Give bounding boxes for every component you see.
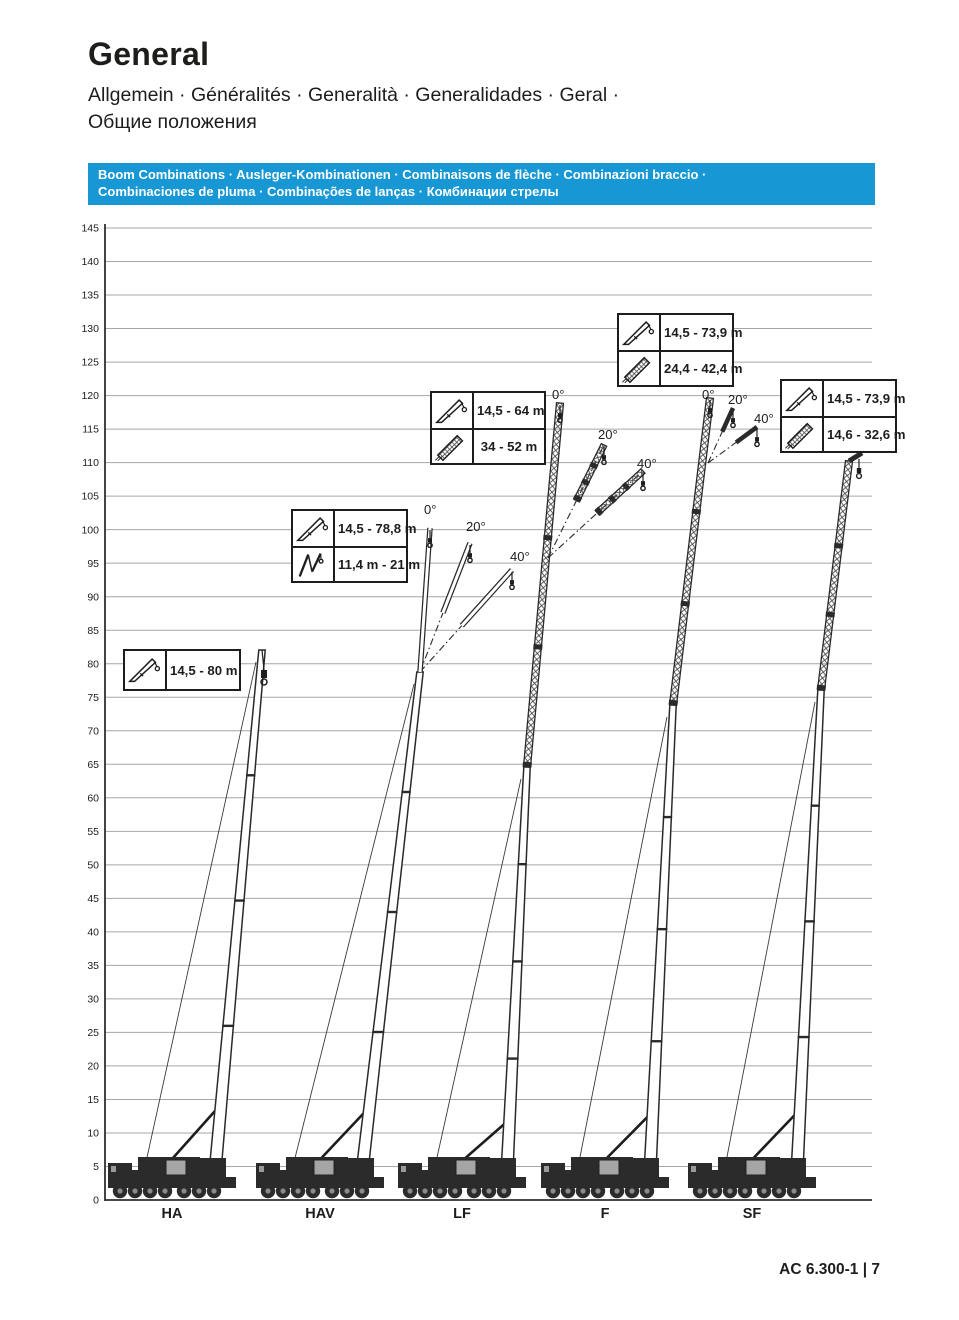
- y-tick-label: 40: [87, 926, 99, 939]
- angle-label: 20°: [466, 519, 486, 534]
- crane-label-ha: HA: [161, 1206, 183, 1222]
- crane-configuration-lf: [398, 403, 646, 1199]
- telescopic-boom-icon: [125, 651, 167, 689]
- boom-combo-box-ha: [123, 649, 241, 691]
- folding-jib: [462, 570, 512, 626]
- y-tick-label: 65: [87, 758, 99, 771]
- y-tick-label: 95: [87, 557, 99, 570]
- y-tick-label: 125: [81, 356, 99, 369]
- telescopic-boom-icon: [782, 381, 824, 416]
- crane-truck: [256, 1157, 384, 1198]
- crane-truck: [688, 1157, 816, 1198]
- y-tick-label: 0: [93, 1194, 99, 1207]
- crane-configuration-hav: [256, 528, 514, 1198]
- telescopic-boom-icon: [293, 511, 335, 546]
- boom-range-label: 24,4 - 42,4 m: [664, 361, 743, 376]
- crane-label-hav: HAV: [305, 1206, 335, 1222]
- crane-label-lf: LF: [453, 1206, 471, 1222]
- y-tick-label: 30: [87, 993, 99, 1006]
- y-tick-label: 20: [87, 1060, 99, 1073]
- boom-range-label: 14,5 - 78,8 m: [338, 521, 417, 536]
- hook-icon: [857, 459, 862, 478]
- boom-range-label: 14,5 - 64 m: [477, 403, 545, 418]
- hook-block: [261, 670, 267, 678]
- y-tick-label: 60: [87, 792, 99, 805]
- y-tick-label: 145: [81, 222, 99, 235]
- angle-label: 20°: [728, 392, 748, 407]
- y-tick-label: 35: [87, 959, 99, 972]
- crane-truck: [541, 1157, 669, 1198]
- y-tick-label: 115: [82, 423, 99, 436]
- telescopic-boom: [356, 672, 423, 1172]
- y-tick-label: 105: [81, 490, 99, 503]
- telescopic-boom: [209, 650, 265, 1172]
- y-tick-label: 5: [93, 1161, 99, 1174]
- angle-label: 40°: [754, 411, 774, 426]
- banner-line-1: Boom Combinations · Ausleger-Kombinationen · Combinaisons de flèche · Combinazioni braccio ·: [98, 167, 707, 182]
- telescopic-boom-icon: [432, 393, 474, 428]
- angle-label: 40°: [637, 456, 657, 471]
- y-tick-label: 75: [87, 691, 99, 704]
- crane-label-f: F: [600, 1206, 610, 1222]
- jib-head: [849, 453, 862, 461]
- lattice-jib-icon: [432, 430, 474, 463]
- lattice-jib-icon: [782, 418, 824, 451]
- crane-truck: [398, 1157, 526, 1198]
- telescopic-boom-icon: [619, 315, 661, 350]
- crane-configuration-ha: [108, 650, 267, 1198]
- crane-truck: [108, 1157, 236, 1198]
- y-tick-label: 10: [87, 1127, 99, 1140]
- boom-range-label: 34 - 52 m: [480, 439, 538, 454]
- y-tick-label: 55: [87, 825, 99, 838]
- page-title: General: [88, 36, 210, 72]
- lattice-jib: [669, 397, 715, 705]
- lattice-jib: [817, 460, 854, 690]
- boom-combo-box-f: [617, 313, 743, 387]
- y-tick-label: 50: [87, 859, 99, 872]
- y-tick-label: 25: [87, 1027, 99, 1040]
- y-tick-label: 100: [81, 524, 99, 537]
- y-tick-label: 45: [87, 892, 99, 905]
- boom-range-label: 14,6 - 32,6 m: [827, 427, 906, 442]
- angle-label: 0°: [552, 387, 565, 402]
- crane-label-sf: SF: [742, 1206, 762, 1222]
- angle-label: 0°: [702, 387, 715, 402]
- y-tick-label: 85: [87, 624, 99, 637]
- subtitle-line-2: Общие положения: [88, 111, 257, 133]
- angle-label: 40°: [510, 549, 530, 564]
- boom-combo-box-lf: [430, 391, 546, 465]
- hook-icon: [755, 429, 759, 446]
- boom-combo-box-hav: [291, 509, 421, 583]
- y-tick-label: 70: [87, 725, 99, 738]
- boom-combo-box-sf: [780, 379, 906, 453]
- y-tick-label: 130: [81, 323, 99, 336]
- y-tick-label: 110: [82, 457, 99, 470]
- boom-range-label: 14,5 - 73,9 m: [827, 391, 906, 406]
- y-tick-label: 15: [87, 1094, 99, 1107]
- folding-jib: [443, 543, 470, 613]
- crane-configuration-sf: [688, 453, 862, 1198]
- page-number: AC 6.300-1 | 7: [779, 1261, 880, 1278]
- y-tick-label: 135: [81, 289, 99, 302]
- folding-jib-icon: [293, 548, 335, 581]
- banner-line-2: Combinaciones de pluma · Combinações de lanças · Комбинации стрелы: [98, 183, 559, 199]
- lattice-jib: [573, 443, 608, 502]
- y-tick-label: 120: [81, 390, 99, 403]
- angle-label: 0°: [424, 502, 437, 517]
- lattice-jib: [595, 468, 646, 516]
- angle-label: 20°: [598, 427, 618, 442]
- boom-range-label: 11,4 m - 21 m: [338, 557, 421, 572]
- boom-range-label: 14,5 - 80 m: [170, 662, 238, 678]
- lattice-jib-icon: [619, 352, 661, 385]
- telescopic-boom: [501, 767, 530, 1172]
- y-tick-label: 140: [81, 256, 99, 269]
- y-tick-label: 90: [87, 591, 99, 604]
- subtitle-line-1: Allgemein · Généralités · Generalità · Generalidades · Geral ·: [88, 84, 620, 106]
- boom-range-label: 14,5 - 73,9 m: [664, 325, 743, 340]
- telescopic-boom: [644, 705, 676, 1172]
- y-tick-label: 80: [87, 658, 99, 671]
